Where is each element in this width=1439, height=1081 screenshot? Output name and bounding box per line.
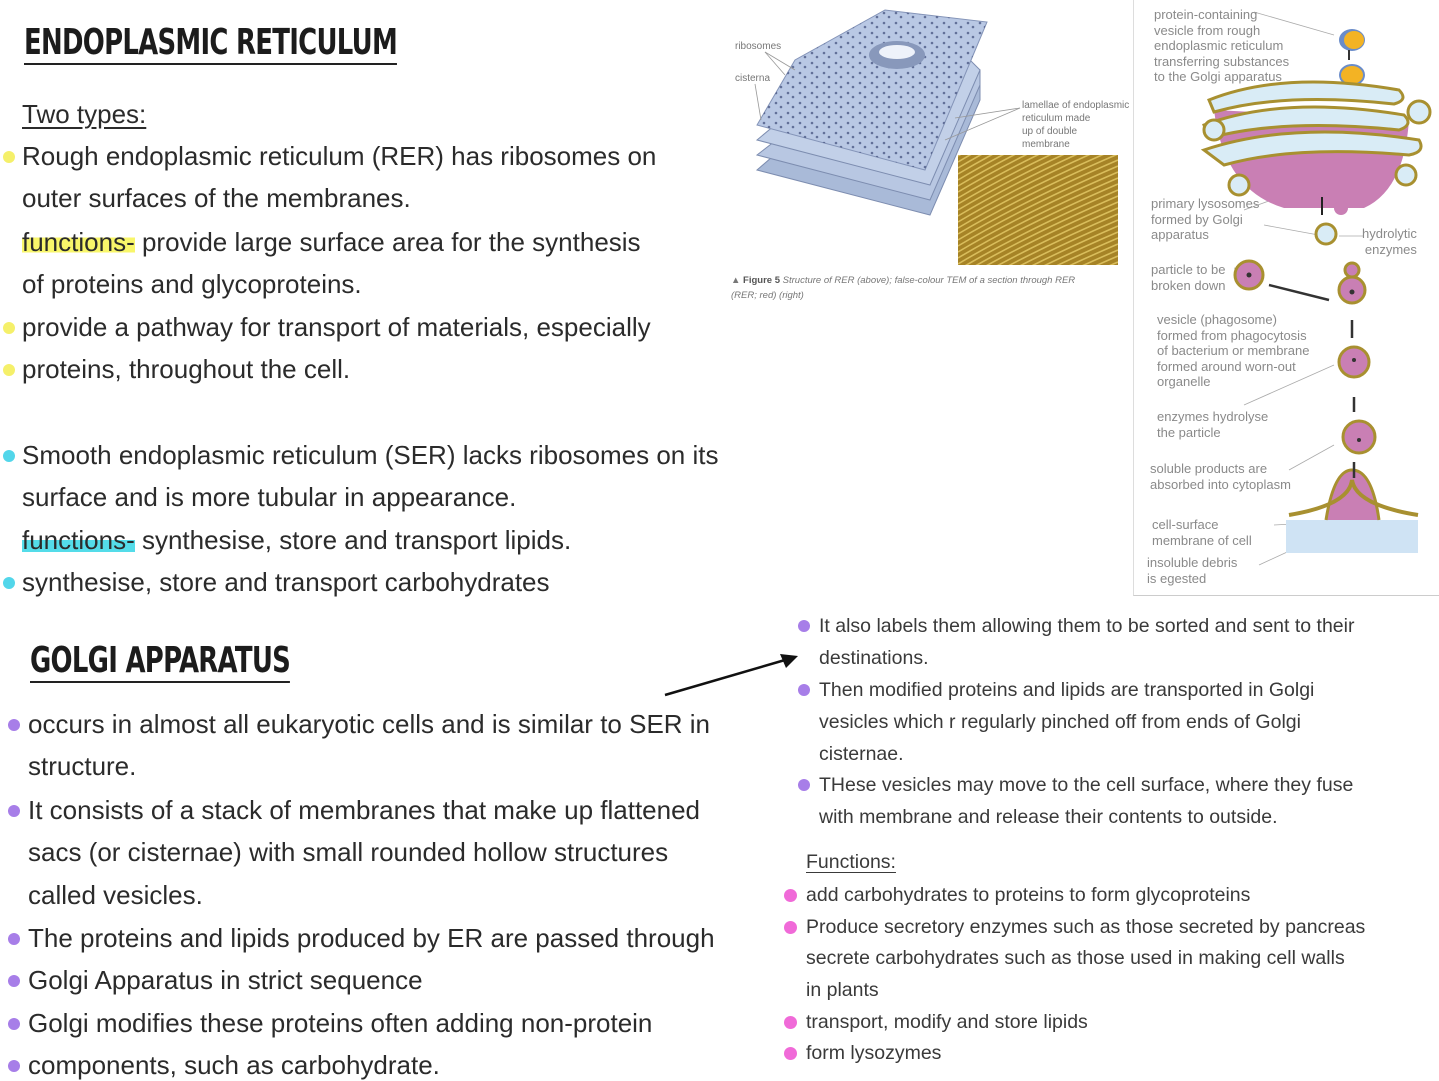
bullet-dot xyxy=(784,921,797,934)
note-line xyxy=(22,566,550,598)
label-line: endoplasmic reticulum xyxy=(1154,38,1284,53)
label-line: formed from phagocytosis xyxy=(1157,327,1307,343)
note-text: outer surfaces of the membranes. xyxy=(22,183,411,213)
note-text: secrete carbohydrates such as those used in making cell walls xyxy=(806,947,1345,969)
bullet-dot xyxy=(784,889,797,902)
note-text: Golgi modifies these proteins often adding non-protein xyxy=(28,1008,653,1038)
note-line xyxy=(806,945,1345,971)
label-line: protein-containing xyxy=(1154,7,1258,22)
label-primary-lysosomes xyxy=(1151,196,1259,243)
note-line xyxy=(28,922,715,954)
golgi-lysosome-diagram xyxy=(1134,0,1439,595)
bullet-dot xyxy=(784,1016,797,1029)
note-line xyxy=(28,794,700,826)
label-line: reticulum made xyxy=(1022,113,1091,124)
label-line: vesicle from rough xyxy=(1154,22,1261,38)
er-two-types-heading: Two types: xyxy=(22,99,147,129)
label-line: enzymes xyxy=(1364,241,1417,257)
note-line xyxy=(28,879,203,911)
label-lamellae xyxy=(1022,99,1129,151)
tem-micrograph xyxy=(958,58,1118,270)
bullet-dot xyxy=(3,364,15,376)
label-line: apparatus xyxy=(1151,227,1209,242)
er-title: ENDOPLASMIC RETICULUM xyxy=(24,22,398,63)
label-cisterna: cisterna xyxy=(735,73,771,84)
label-line: primary lysosomes xyxy=(1151,196,1260,211)
label-line: membrane xyxy=(1022,139,1070,150)
bullet-dot xyxy=(8,719,20,731)
label-line: formed by Golgi xyxy=(1151,211,1243,227)
bullet-dot xyxy=(3,450,15,462)
golgi-title: GOLGI APPARATUS xyxy=(30,640,291,681)
arrow-icon xyxy=(660,650,805,700)
note-line xyxy=(28,750,136,782)
note-line xyxy=(22,524,571,556)
label-line: formed around worn-out xyxy=(1157,358,1296,374)
note-line xyxy=(22,481,516,513)
note-text: Smooth endoplasmic reticulum (SER) lacks ribosomes on its xyxy=(22,440,719,470)
note-text: Produce secretory enzymes such as those secreted by pancreas xyxy=(806,916,1366,938)
label-line: broken down xyxy=(1151,277,1226,293)
label-line: cell-surface xyxy=(1152,517,1219,532)
note-text: cisternae. xyxy=(819,743,904,765)
label-cell-surface xyxy=(1152,517,1252,548)
note-line xyxy=(22,226,641,258)
label-phagosome xyxy=(1157,312,1309,390)
bullet-dot xyxy=(8,1060,20,1072)
note-line xyxy=(22,439,718,471)
label-line: insoluble debris xyxy=(1147,555,1238,570)
note-line xyxy=(819,772,1353,798)
note-line xyxy=(819,613,1354,639)
label-line: membrane of cell xyxy=(1152,532,1252,548)
note-line xyxy=(28,708,710,740)
note-text: It also labels them allowing them to be sorted and sent to their xyxy=(819,615,1355,637)
note-line xyxy=(819,709,1301,735)
note-text: structure. xyxy=(28,751,137,781)
note-text: synthesise, store and transport lipids. xyxy=(134,525,572,555)
label-line: lamellae of endoplasmic xyxy=(1022,100,1130,111)
note-text: add carbohydrates to proteins to form glycoproteins xyxy=(806,884,1251,906)
note-line xyxy=(806,977,879,1003)
note-line xyxy=(806,914,1365,940)
note-text: destinations. xyxy=(819,647,929,669)
tem-stripe xyxy=(958,268,1118,270)
functions-heading: Functions: xyxy=(806,851,896,873)
note-text: in plants xyxy=(806,979,879,1001)
bullet-dot xyxy=(8,933,20,945)
functions-highlight: functions- xyxy=(22,227,135,257)
label-debris xyxy=(1147,555,1237,586)
note-line xyxy=(22,311,651,343)
label-line: absorbed into cytoplasm xyxy=(1150,476,1291,492)
label-hydrolytic-enzymes xyxy=(1362,226,1417,257)
note-text: The proteins and lipids produced by ER are passed through xyxy=(28,923,715,953)
note-line xyxy=(819,645,929,671)
label-line: organelle xyxy=(1157,374,1211,389)
caption-text: Structure of RER (above); false-colour TEM of a section through RER xyxy=(782,275,1076,286)
note-text: called vesicles. xyxy=(28,880,203,910)
bullet-dot xyxy=(798,779,810,791)
bullet-dot xyxy=(784,1047,797,1060)
note-text: Rough endoplasmic reticulum (RER) has ribosomes on xyxy=(22,141,657,171)
note-text: with membrane and release their contents to outside. xyxy=(819,806,1278,828)
note-line xyxy=(28,964,423,996)
note-line xyxy=(28,836,668,868)
bullet-dot xyxy=(798,620,810,632)
note-text: proteins, throughout the cell. xyxy=(22,354,351,384)
label-line: particle to be xyxy=(1151,262,1226,277)
note-text: provide a pathway for transport of materials, especially xyxy=(22,312,651,342)
note-line xyxy=(22,140,656,172)
lysosome-figure xyxy=(1133,0,1439,596)
note-line xyxy=(28,1007,652,1039)
note-text: Then modified proteins and lipids are transported in Golgi xyxy=(819,679,1315,701)
label-line: hydrolytic xyxy=(1362,226,1417,241)
note-text: components, such as carbohydrate. xyxy=(28,1050,440,1080)
label-line: enzymes hydrolyse xyxy=(1157,409,1269,424)
note-line xyxy=(22,268,362,300)
label-particle xyxy=(1151,262,1225,293)
note-line xyxy=(819,741,904,767)
note-text: synthesise, store and transport carbohydrates xyxy=(22,567,550,597)
note-text: provide large surface area for the synthesis xyxy=(134,227,641,257)
note-text: transport, modify and store lipids xyxy=(806,1011,1088,1033)
label-line: soluble products are xyxy=(1150,461,1268,476)
note-text: vesicles which r regularly pinched off from ends of Golgi xyxy=(819,711,1301,733)
label-line: to the Golgi apparatus xyxy=(1154,69,1282,84)
label-line: is egested xyxy=(1147,570,1207,586)
triangle-icon: ▲ xyxy=(731,275,744,286)
rer-figure xyxy=(725,0,1140,310)
bullet-dot xyxy=(8,805,20,817)
note-text: THese vesicles may move to the cell surface, where they fuse xyxy=(819,774,1354,796)
label-line: up of double xyxy=(1022,126,1078,137)
functions-highlight: functions- xyxy=(22,525,135,555)
note-line xyxy=(819,677,1314,703)
label-line: the particle xyxy=(1157,424,1221,440)
label-hydrolyse xyxy=(1157,409,1268,440)
bullet-dot xyxy=(3,151,15,163)
note-text: Golgi Apparatus in strict sequence xyxy=(28,965,423,995)
label-line: of bacterium or membrane xyxy=(1157,343,1310,358)
note-text: occurs in almost all eukaryotic cells and is similar to SER in xyxy=(28,709,711,739)
note-text: It consists of a stack of membranes that make up flattened xyxy=(28,795,701,825)
note-line xyxy=(22,182,411,214)
label-vesicle-from-rer xyxy=(1154,7,1289,85)
note-line xyxy=(28,1049,440,1081)
bullet-dot xyxy=(8,975,20,987)
bullet-dot xyxy=(3,322,15,334)
bullet-dot xyxy=(8,1018,20,1030)
note-line xyxy=(806,882,1250,908)
note-text: form lysozymes xyxy=(806,1042,942,1064)
note-line xyxy=(806,1040,941,1066)
note-line xyxy=(22,353,350,385)
label-ribosomes: ribosomes xyxy=(735,41,782,52)
note-text: surface and is more tubular in appearance. xyxy=(22,482,517,512)
note-line xyxy=(819,804,1278,830)
note-text: sacs (or cisternae) with small rounded hollow structures xyxy=(28,837,669,867)
bullet-dot xyxy=(3,577,15,589)
label-line: vesicle (phagosome) xyxy=(1157,312,1277,327)
label-soluble-products xyxy=(1150,461,1291,492)
note-text: of proteins and glycoproteins. xyxy=(22,269,362,299)
label-line: transferring substances xyxy=(1154,53,1290,69)
figure-number: Figure 5 xyxy=(743,275,780,286)
figure-caption xyxy=(731,273,1075,303)
caption-text: (RER; red) (right) xyxy=(731,290,804,301)
note-line xyxy=(806,1009,1088,1035)
